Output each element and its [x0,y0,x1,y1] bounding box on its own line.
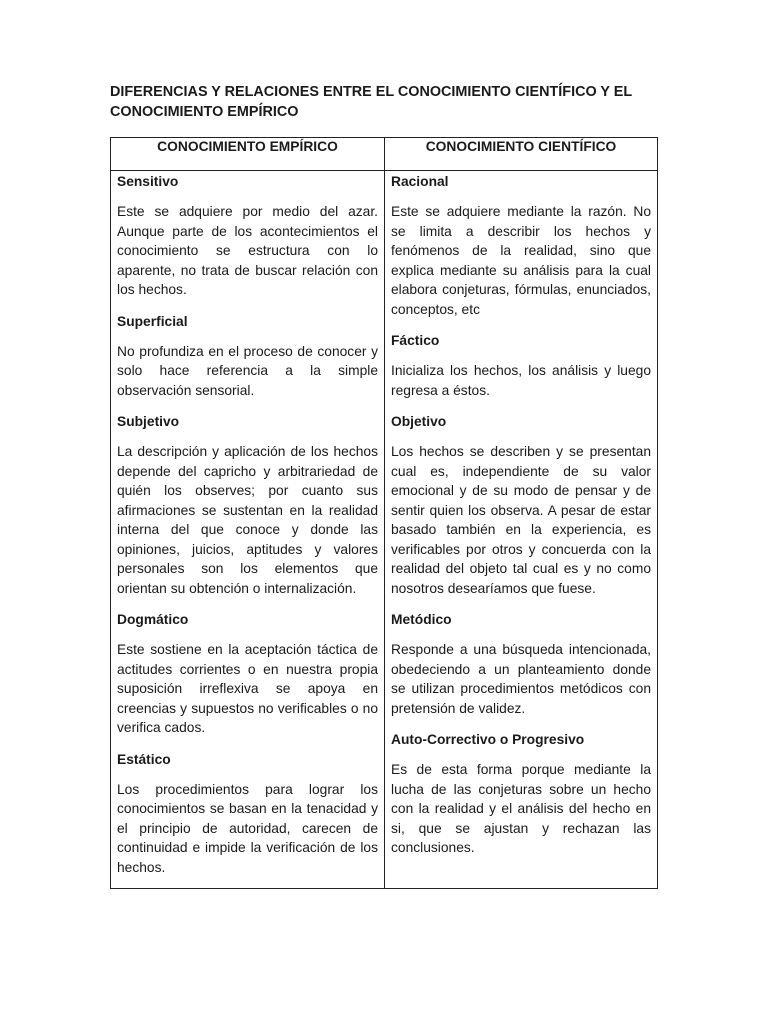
section-body: Los procedimientos para lograr los conocimientos se basan en la tenacidad y el principio de autoridad, carecen de continuidad e impide la verificación de los hechos. [117,781,378,875]
table-header-row [111,138,658,171]
column-header-cientifico: CONOCIMIENTO CIENTÍFICO [385,138,658,171]
section-heading: Estático [117,751,171,767]
section-heading: Sensitivo [117,174,179,189]
column-header-empirico: CONOCIMIENTO EMPÍRICO [111,138,385,171]
section-heading: Racional [391,174,449,189]
cientifico-cell [385,171,658,889]
section-heading: Fáctico [391,333,440,348]
section-heading: Subjetivo [117,414,180,429]
section-heading: Dogmático [117,612,189,627]
section-body: Este sostiene en la aceptación táctica de actitudes corrientes o en nuestra propia suposición irreflexiva se apoya en creencias y supuestos no verificables o no verifica cados. [117,642,378,735]
section-heading: Superficial [117,313,188,329]
section-body: No profundiza en el proceso de conocer y solo hace referencia a la simple observación sensorial. [117,343,378,398]
section-heading: Auto-Correctivo o Progresivo [391,732,585,747]
section-heading: Objetivo [391,414,447,429]
table-row [111,171,658,889]
section-body: Es de esta forma porque mediante la lucha de las conjeturas sobre un hecho con la realidad y el análisis del hecho en si, que se ajustan y rechazan las conclusiones. [391,762,651,855]
section-body: Responde a una búsqueda intencionada, obedeciendo a un planteamiento donde se utilizan procedimientos metódicos con pretensión de validez. [391,642,651,716]
section-heading: Metódico [391,612,452,627]
document-title: DIFERENCIAS Y RELACIONES ENTRE EL CONOCIMIENTO CIENTÍFICO Y EL CONOCIMIENTO EMPÍRICO [110,84,632,120]
comparison-table [110,137,658,889]
section-body: Inicializa los hechos, los análisis y luego regresa a éstos. [391,363,651,398]
empirico-cell [111,171,385,889]
section-body: Este se adquiere por medio del azar. Aunque parte de los acontecimientos el conocimiento se estructura con lo aparente, no trata de buscar relación con los hechos. [117,204,378,297]
section-body: Los hechos se describen y se presentan cual es, independiente de su valor emocional y de su modo de pensar y de sentir quien los observa. A pesar de estar basado también en la experiencia, es verificables por otros y concuerda con la realidad del objeto tal cual es y no como nosotros desearíamos que fuese. [391,444,651,596]
section-body: La descripción y aplicación de los hechos depende del capricho y arbitrariedad de quién los observes; por cuanto sus afirmaciones se sustentan en la realidad interna del que conoce y donde las opiniones, juicios, aptitudes y valores personales son los elementos que orientan su obtención o internalización. [117,444,378,596]
section-body: Este se adquiere mediante la razón. No se limita a describir los hechos y fenómenos de la realidad, sino que explica mediante su análisis para la cual elabora conjeturas, fórmulas, enunciados, conceptos, etc [391,204,651,317]
